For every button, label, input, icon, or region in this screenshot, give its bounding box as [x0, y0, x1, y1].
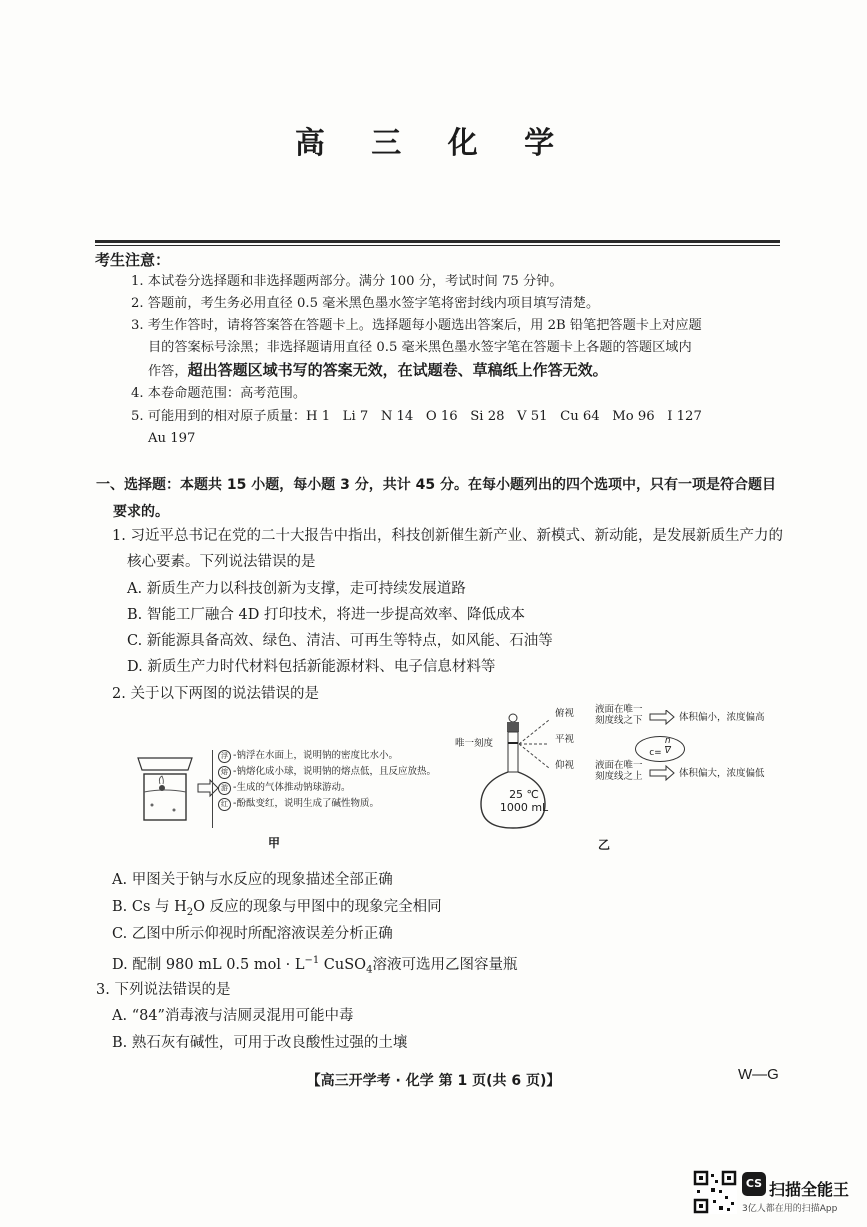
notice-item-4: 4. 本卷命题范围：高考范围。 — [131, 386, 307, 401]
header-rule-thin — [95, 245, 780, 246]
notice-item-5-cont: Au 197 — [148, 431, 196, 446]
q1-option-c: C. 新能源具备高效、绿色、清洁、可再生等特点，如风能、石油等 — [127, 633, 553, 649]
up-result: 体积偏小，浓度偏高 — [679, 712, 765, 723]
jia-bullet-4: 红 -酚酞变红，说明生成了碱性物质。 — [218, 796, 448, 812]
qr-code-icon — [693, 1170, 737, 1214]
section-heading-line1: 一、选择题：本题共 15 小题，每小题 3 分，共计 45 分。在每小题列出的四个选项中，只有一项是符合题目 — [96, 477, 776, 493]
notice-item-1: 1. 本试卷分选择题和非选择题两部分。满分 100 分，考试时间 75 分钟。 — [131, 274, 563, 289]
notice-item-3-line2: 目的答案标号涂黑；非选择题请用直径 0.5 毫米黑色墨水签字笔在答题卡上各题的答题区域内 — [148, 340, 692, 355]
section-heading-line2: 要求的。 — [113, 504, 169, 520]
page-footer: 【高三开学考 · 化学 第 1 页(共 6 页)】 — [306, 1073, 561, 1089]
q1-stem-line2: 核心要素。下列说法错误的是 — [127, 554, 316, 570]
q1-stem-line1: 1. 习近平总书记在党的二十大报告中指出，科技创新催生新产业、新模式、新动能，是发展新质生产力的 — [112, 528, 783, 544]
q2-stem: 2. 关于以下两图的说法错误的是 — [112, 686, 319, 702]
q1-option-d: D. 新质生产力时代材料包括新能源材料、电子信息材料等 — [127, 659, 496, 675]
camscanner-tagline: 3亿人都在用的扫描App — [742, 1204, 838, 1214]
jia-bullet-1: 浮 -钠浮在水面上，说明钠的密度比水小。 — [218, 748, 448, 764]
flask-volume-label: 1000 mL — [499, 801, 549, 814]
notice-item-3-pre: 作答， — [148, 364, 188, 379]
up-desc-1: 液面在唯一 — [595, 704, 643, 715]
sight-lines — [519, 714, 569, 794]
view-level-label: 平视 — [555, 734, 575, 745]
figure-yi-caption: 乙 — [598, 838, 611, 852]
q3-stem: 3. 下列说法错误的是 — [96, 982, 231, 998]
q3-option-b: B. 熟石灰有碱性，可用于改良酸性过强的土壤 — [112, 1035, 408, 1051]
circled-char-icon: 浮 — [218, 750, 231, 763]
circled-char-icon: 红 — [218, 798, 231, 811]
notice-item-3-line1: 3. 考生作答时，请将答案答在答题卡上。选择题每小题选出答案后，用 2B 铅笔把答题卡上对应题 — [131, 318, 702, 333]
camscanner-name: 扫描全能王 — [769, 1180, 850, 1199]
q1-option-a: A. 新质生产力以科技创新为支撑，走可持续发展道路 — [127, 581, 466, 597]
unique-mark-label: 唯一刻度 — [455, 738, 494, 749]
q3-option-a: A. “84”消毒液与洁厕灵混用可能中毒 — [112, 1008, 354, 1024]
flask-temp-label: 25 ℃ — [509, 788, 539, 801]
up-desc-2: 刻度线之下 — [595, 715, 643, 726]
section-heading — [96, 472, 786, 526]
circled-char-icon: 游 — [218, 782, 231, 795]
down-desc-2: 刻度线之上 — [595, 771, 643, 782]
notice-item-5: 5. 可能用到的相对原子质量：H 1 Li 7 N 14 O 16 Si 28 V 51 Cu 64 Mo 96 I 127 — [131, 409, 702, 424]
view-upward-label: 仰视 — [555, 760, 575, 771]
figure-yi — [455, 704, 785, 840]
header-rule — [95, 240, 780, 243]
notice-item-3-line3 — [148, 360, 798, 382]
notice-heading: 考生注意： — [95, 251, 171, 269]
arrow-icon — [196, 778, 220, 798]
down-result: 体积偏大，浓度偏低 — [679, 768, 765, 779]
q2-option-c: C. 乙图中所示仰视时所配溶液误差分析正确 — [112, 926, 393, 942]
notice-item-2: 2. 答题前，考生务必用直径 0.5 毫米黑色墨水签字笔将密封线内项目填写清楚。 — [131, 296, 600, 311]
jia-bullet-2: 熔 -钠熔化成小球，说明钠的熔点低，且反应放热。 — [218, 764, 448, 780]
concentration-formula: c= $\frac{n}{V}$ — [635, 736, 685, 762]
notice-item-3-emphasis: 超出答题区域书写的答案无效，在试题卷、草稿纸上作答无效。 — [187, 361, 608, 379]
page-title: 高 三 化 学 — [294, 126, 573, 161]
q2-option-a: A. 甲图关于钠与水反应的现象描述全部正确 — [112, 872, 393, 888]
q1-option-b: B. 智能工厂融合 4D 打印技术，将进一步提高效率、降低成本 — [127, 607, 525, 623]
q2-option-b: B. Cs 与 $H_2O$ 反应的现象与甲图中的现象完全相同 — [112, 899, 442, 918]
jia-bullet-3: 游 -生成的气体推动钠球游动。 — [218, 780, 448, 796]
view-overhead-label: 俯视 — [555, 708, 575, 719]
camscanner-logo-icon: CS — [742, 1172, 766, 1196]
q2-option-d: D. 配制 980 mL 0.5 mol · $L^{-1}$ CuSO$_4$溶液可选用乙图容量瓶 — [112, 955, 518, 976]
down-desc-1: 液面在唯一 — [595, 760, 643, 771]
circled-char-icon: 熔 — [218, 766, 231, 779]
figure-jia-caption: 甲 — [268, 836, 281, 850]
paper-code: W—G — [738, 1066, 779, 1083]
